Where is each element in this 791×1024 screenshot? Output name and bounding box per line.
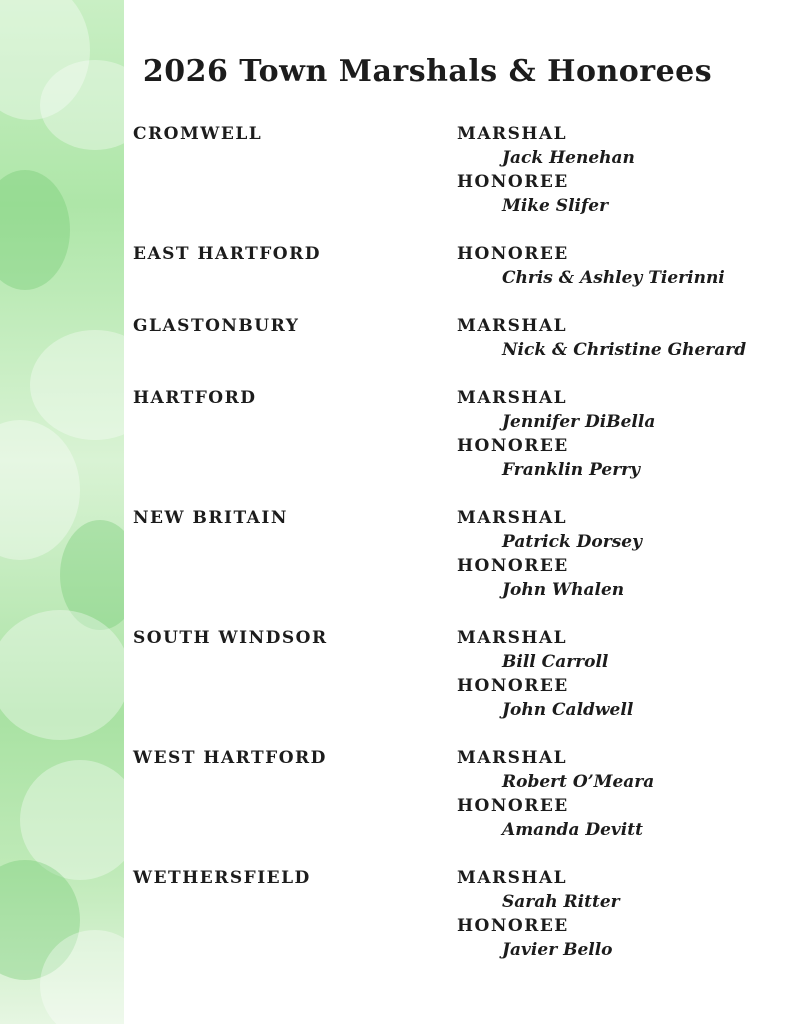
town-entry	[133, 122, 773, 218]
role-label: HONOREE	[457, 916, 569, 936]
town-entry	[133, 746, 773, 842]
page-title: 2026 Town Marshals & Honorees	[142, 54, 713, 89]
town-roles	[457, 314, 773, 362]
person-name: Javier Bello	[502, 940, 613, 960]
town-roles	[457, 242, 773, 290]
role-label: MARSHAL	[457, 124, 568, 144]
town-roles	[457, 626, 773, 722]
town-entry	[133, 314, 773, 362]
person-name: Jack Henehan	[502, 148, 635, 168]
town-entry	[133, 386, 773, 482]
role-label: MARSHAL	[457, 748, 568, 768]
person-name: Franklin Perry	[502, 460, 641, 480]
person-name: Nick & Christine Gherard	[502, 340, 747, 360]
town-entry	[133, 242, 773, 290]
person-name: John Caldwell	[502, 700, 634, 720]
town-entry	[133, 626, 773, 722]
town-roles	[457, 506, 773, 602]
role-label: MARSHAL	[457, 628, 568, 648]
town-name: WETHERSFIELD	[133, 868, 311, 888]
person-name: Chris & Ashley Tierinni	[502, 268, 725, 288]
person-name: Amanda Devitt	[502, 820, 643, 840]
role-label: HONOREE	[457, 556, 569, 576]
person-name: Mike Slifer	[502, 196, 609, 216]
town-name: HARTFORD	[133, 388, 257, 408]
town-roles	[457, 866, 773, 962]
role-label: MARSHAL	[457, 316, 568, 336]
role-label: MARSHAL	[457, 388, 568, 408]
town-roles	[457, 386, 773, 482]
decorative-shamrock-panel	[0, 0, 124, 1024]
role-label: HONOREE	[457, 436, 569, 456]
role-label: HONOREE	[457, 244, 569, 264]
town-roles	[457, 746, 773, 842]
role-label: HONOREE	[457, 796, 569, 816]
person-name: Sarah Ritter	[502, 892, 620, 912]
town-entry	[133, 506, 773, 602]
shamrock-leaf-shape	[0, 610, 124, 740]
town-name: NEW BRITAIN	[133, 508, 288, 528]
town-name: SOUTH WINDSOR	[133, 628, 328, 648]
role-label: MARSHAL	[457, 868, 568, 888]
person-name: Jennifer DiBella	[502, 412, 656, 432]
person-name: John Whalen	[502, 580, 625, 600]
town-entry	[133, 866, 773, 962]
person-name: Patrick Dorsey	[502, 532, 642, 552]
role-label: HONOREE	[457, 172, 569, 192]
shamrock-leaf-shape	[30, 330, 124, 440]
role-label: HONOREE	[457, 676, 569, 696]
shamrock-leaf-shape	[0, 420, 80, 560]
person-name: Bill Carroll	[502, 652, 609, 672]
town-name: CROMWELL	[133, 124, 263, 144]
person-name: Robert O’Meara	[502, 772, 655, 792]
town-name: GLASTONBURY	[133, 316, 300, 336]
shamrock-leaf-shape	[0, 170, 70, 290]
town-list	[133, 122, 773, 986]
role-label: MARSHAL	[457, 508, 568, 528]
town-name: WEST HARTFORD	[133, 748, 327, 768]
town-name: EAST HARTFORD	[133, 244, 321, 264]
town-roles	[457, 122, 773, 218]
